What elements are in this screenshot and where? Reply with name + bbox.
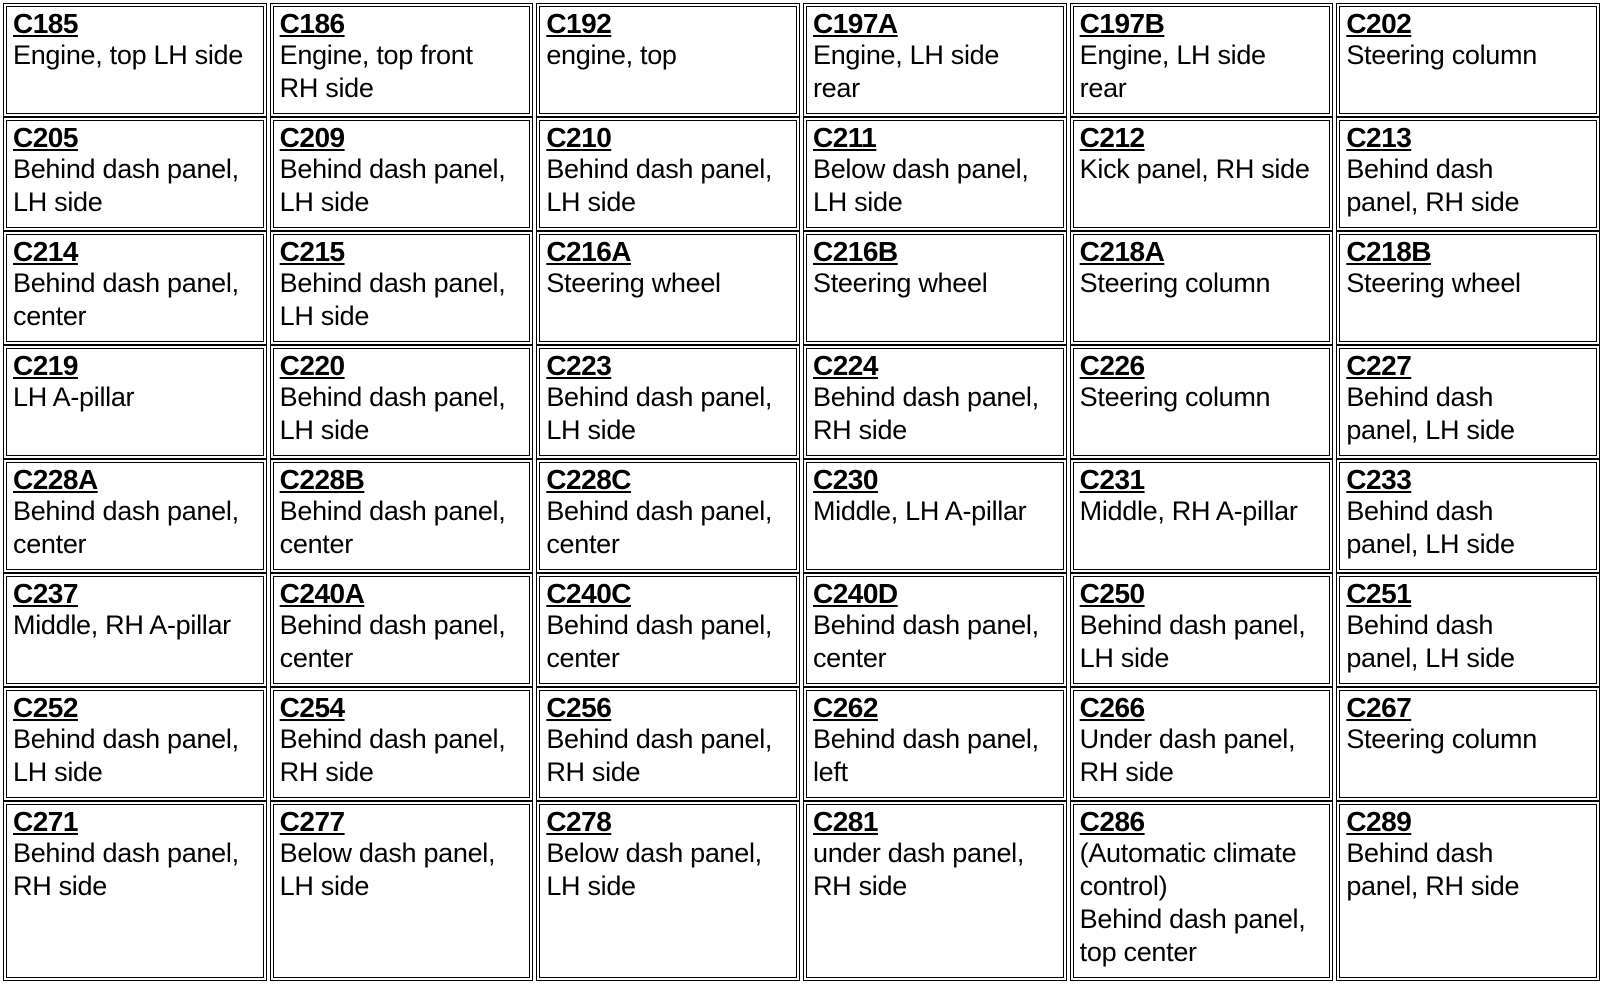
connector-cell (1070, 801, 1334, 981)
connector-location: Behind dash panel, LH side (279, 268, 506, 331)
connector-cell (1070, 573, 1334, 687)
connector-code: C278 (546, 806, 612, 837)
connector-location: Behind dash panel, RH side (546, 724, 773, 787)
connector-cell (1070, 117, 1334, 231)
connector-location: Behind dash panel, center (812, 610, 1039, 673)
connector-location: Steering column (1346, 40, 1537, 70)
connector-cell (270, 345, 534, 459)
connector-cell (270, 3, 534, 117)
connector-code: C289 (1346, 806, 1412, 837)
connector-location: Engine, LH side rear (1079, 40, 1266, 103)
connector-location: Behind dash panel, center (546, 496, 773, 559)
connector-cell (803, 117, 1067, 231)
connector-code: C218B (1346, 236, 1431, 267)
connector-location: (Automatic climate control) Behind dash panel, top center (1079, 838, 1306, 967)
connector-location: under dash panel, RH side (812, 838, 1025, 901)
connector-code: C192 (546, 8, 612, 39)
connector-code: C210 (546, 122, 612, 153)
connector-code: C205 (13, 122, 78, 153)
connector-cell (270, 459, 534, 573)
connector-code: C215 (279, 236, 345, 267)
connector-code: C202 (1346, 8, 1412, 39)
connector-location: Behind dash panel, center (279, 610, 506, 673)
connector-cell (1336, 345, 1600, 459)
connector-code: C223 (546, 350, 612, 381)
connector-cell (536, 687, 800, 801)
connector-location: Behind dash panel, LH side (1346, 382, 1515, 445)
connector-location: Behind dash panel, RH side (13, 838, 239, 901)
connector-location: Behind dash panel, LH side (1346, 610, 1515, 673)
connector-location: Behind dash panel, center (13, 496, 239, 559)
connector-location: Below dash panel, LH side (812, 154, 1029, 217)
connector-code: C250 (1079, 578, 1145, 609)
connector-code: C256 (546, 692, 612, 723)
connector-location: Behind dash panel, LH side (279, 154, 506, 217)
connector-cell (536, 117, 800, 231)
connector-code: C286 (1079, 806, 1145, 837)
connector-cell (1336, 3, 1600, 117)
connector-cell (270, 687, 534, 801)
connector-code: C237 (13, 578, 78, 609)
connector-location: Behind dash panel, center (13, 268, 239, 331)
connector-location: Steering wheel (1346, 268, 1521, 298)
connector-code: C228C (546, 464, 631, 495)
connector-location: Behind dash panel, center (546, 610, 773, 673)
connector-code: C197B (1079, 8, 1165, 39)
connector-location: Behind dash panel, LH side (279, 382, 506, 445)
connector-cell (3, 117, 267, 231)
connector-location: Behind dash panel, LH side (546, 382, 773, 445)
connector-location: Engine, top front RH side (279, 40, 473, 103)
connector-cell (803, 459, 1067, 573)
connector-code: C226 (1079, 350, 1145, 381)
connector-cell (270, 573, 534, 687)
connector-location: Engine, top LH side (13, 40, 243, 70)
connector-code: C228B (279, 464, 365, 495)
connector-location: Middle, RH A-pillar (13, 610, 231, 640)
connector-location: Steering wheel (812, 268, 988, 298)
connector-code: C231 (1079, 464, 1145, 495)
connector-cell (3, 573, 267, 687)
connector-cell (270, 231, 534, 345)
connector-code: C262 (812, 692, 878, 723)
connector-location: Below dash panel, LH side (279, 838, 496, 901)
connector-location: Behind dash panel, LH side (546, 154, 773, 217)
connector-location: Behind dash panel, LH side (13, 154, 239, 217)
connector-code: C212 (1079, 122, 1145, 153)
connector-location: Engine, LH side rear (812, 40, 1000, 103)
connector-code: C185 (13, 8, 78, 39)
connector-cell (1336, 231, 1600, 345)
connector-code: C233 (1346, 464, 1412, 495)
connector-cell (803, 687, 1067, 801)
connector-location: engine, top (546, 40, 677, 70)
connector-cell (3, 231, 267, 345)
connector-code: C266 (1079, 692, 1145, 723)
connector-code: C227 (1346, 350, 1412, 381)
connector-location-table (3, 3, 1600, 981)
connector-cell (803, 231, 1067, 345)
connector-location: Behind dash panel, LH side (1346, 496, 1515, 559)
connector-cell (1336, 459, 1600, 573)
connector-location: Middle, RH A-pillar (1079, 496, 1298, 526)
connector-cell (1070, 687, 1334, 801)
connector-cell (1336, 801, 1600, 981)
connector-cell (1070, 3, 1334, 117)
connector-location: Steering column (1079, 382, 1271, 412)
connector-code: C240C (546, 578, 631, 609)
connector-cell (536, 3, 800, 117)
connector-code: C277 (279, 806, 345, 837)
connector-location: Steering column (1079, 268, 1271, 298)
connector-cell (1336, 573, 1600, 687)
connector-location: Behind dash panel, RH side (279, 724, 506, 787)
connector-code: C252 (13, 692, 78, 723)
connector-location: Under dash panel, RH side (1079, 724, 1296, 787)
connector-cell (1070, 459, 1334, 573)
connector-location: Behind dash panel, RH side (1346, 838, 1520, 901)
connector-cell (536, 459, 800, 573)
connector-cell (1336, 117, 1600, 231)
connector-code: C209 (279, 122, 345, 153)
connector-code: C220 (279, 350, 345, 381)
connector-location: Behind dash panel, RH side (1346, 154, 1520, 217)
connector-cell (3, 459, 267, 573)
connector-location: Steering column (1346, 724, 1537, 754)
connector-code: C240D (812, 578, 898, 609)
connector-code: C228A (13, 464, 98, 495)
connector-code: C214 (13, 236, 78, 267)
connector-code: C213 (1346, 122, 1412, 153)
connector-cell (803, 345, 1067, 459)
connector-location: Steering wheel (546, 268, 721, 298)
connector-cell (536, 573, 800, 687)
connector-location: Behind dash panel, center (279, 496, 506, 559)
connector-code: C186 (279, 8, 345, 39)
connector-cell (536, 231, 800, 345)
connector-cell (3, 345, 267, 459)
connector-cell (803, 573, 1067, 687)
connector-location: Below dash panel, LH side (546, 838, 762, 901)
connector-code: C197A (812, 8, 898, 39)
connector-code: C267 (1346, 692, 1412, 723)
connector-cell (1070, 345, 1334, 459)
connector-cell (3, 687, 267, 801)
connector-code: C211 (812, 122, 877, 153)
connector-cell (536, 801, 800, 981)
connector-code: C216B (812, 236, 898, 267)
connector-code: C224 (812, 350, 878, 381)
connector-code: C218A (1079, 236, 1165, 267)
connector-location: Behind dash panel, RH side (812, 382, 1039, 445)
connector-cell (270, 117, 534, 231)
connector-cell (803, 3, 1067, 117)
connector-code: C216A (546, 236, 631, 267)
connector-cell (3, 801, 267, 981)
connector-code: C240A (279, 578, 365, 609)
connector-code: C230 (812, 464, 878, 495)
connector-location: Behind dash panel, LH side (13, 724, 239, 787)
connector-code: C251 (1346, 578, 1412, 609)
connector-location: Middle, LH A-pillar (812, 496, 1027, 526)
connector-cell (536, 345, 800, 459)
connector-cell (1070, 231, 1334, 345)
connector-location: LH A-pillar (13, 382, 135, 412)
connector-cell (270, 801, 534, 981)
connector-location: Behind dash panel, LH side (1079, 610, 1306, 673)
connector-cell (803, 801, 1067, 981)
connector-code: C254 (279, 692, 345, 723)
connector-cell (1336, 687, 1600, 801)
connector-code: C281 (812, 806, 878, 837)
connector-location: Kick panel, RH side (1079, 154, 1310, 184)
connector-location: Behind dash panel, left (812, 724, 1039, 787)
connector-cell (3, 3, 267, 117)
connector-code: C271 (13, 806, 78, 837)
connector-code: C219 (13, 350, 78, 381)
